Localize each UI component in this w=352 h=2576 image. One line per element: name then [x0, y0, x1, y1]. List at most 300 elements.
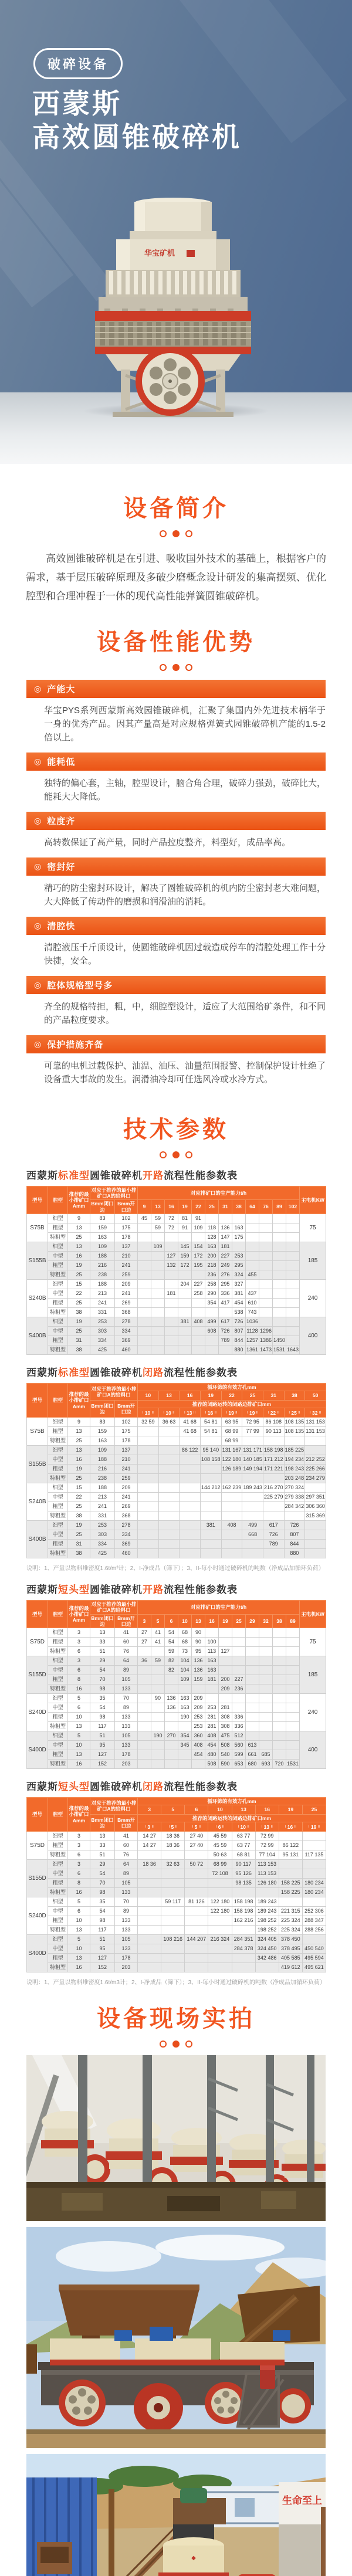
min-discharge-cell: 15: [68, 1483, 90, 1493]
capacity-cell: 789: [219, 1336, 232, 1345]
capacity-cell: [246, 1684, 259, 1693]
cavity-cell: 中型: [48, 1869, 68, 1879]
capacity-cell: [259, 1665, 273, 1675]
capacity-cell: 113 153: [255, 1869, 279, 1879]
capacity-cell: [180, 1540, 201, 1549]
advantage-bar: [26, 1035, 326, 1053]
capacity-cell: 1361: [246, 1345, 259, 1354]
capacity-cell: 408: [192, 1317, 205, 1326]
capacity-cell: [180, 1455, 201, 1465]
spec-row: [27, 1502, 326, 1511]
spec-row: [27, 1656, 326, 1665]
capacity-cell: 381: [232, 1289, 246, 1298]
feed-open-cell: 269: [115, 1298, 138, 1307]
capacity-cell: [273, 1675, 286, 1684]
feed-open-cell: 203: [115, 1759, 138, 1768]
cavity-cell: 粗型: [48, 1675, 68, 1684]
capacity-cell: [259, 1279, 273, 1289]
cavity-cell: 细型: [48, 1935, 68, 1944]
motor-kw-cell: 75: [300, 1214, 326, 1242]
title-text: 流程性能参数表: [164, 1367, 238, 1378]
capacity-cell: 308: [219, 1721, 232, 1731]
header-gap-size: $^I$ 5 $^{II}$: [161, 1822, 185, 1832]
cavity-cell: 特粗型: [48, 1307, 68, 1317]
capacity-cell: 218: [205, 1260, 219, 1270]
capacity-cell: [205, 1345, 219, 1354]
capacity-cell: 216 270: [263, 1483, 284, 1493]
capacity-cell: 81: [178, 1214, 192, 1223]
min-discharge-cell: 3: [68, 1637, 90, 1646]
capacity-cell: [208, 1963, 232, 1972]
min-discharge-cell: 5: [68, 1693, 90, 1703]
min-discharge-cell: 8: [68, 1675, 90, 1684]
advantage-body: 精巧的防尘密封环设计，解决了圆锥破碎机的机内防尘密封老大难问题，大大降低了传动件的磨损和润滑油的消耗。: [44, 883, 326, 907]
header-sieve-size: 19: [279, 1805, 302, 1815]
capacity-cell: 726: [232, 1317, 246, 1326]
capacity-cell: [273, 1298, 286, 1307]
capacity-cell: 198 252: [255, 1926, 279, 1935]
capacity-cell: 253: [232, 1251, 246, 1260]
capacity-cell: [273, 1703, 286, 1712]
header-model: 型号: [27, 1797, 48, 1831]
capacity-cell: 27: [138, 1637, 151, 1646]
spec-row: [27, 1418, 326, 1427]
cavity-cell: 特粗型: [48, 1926, 68, 1935]
capacity-cell: 63 95: [221, 1418, 242, 1427]
feed-closed-cell: 83: [90, 1214, 115, 1223]
capacity-cell: 599: [232, 1750, 246, 1759]
motor-kw-cell: 400: [300, 1731, 326, 1768]
capacity-cell: 378 450: [279, 1935, 302, 1944]
feed-closed-cell: 54: [90, 1907, 115, 1916]
feed-open-cell: 133: [115, 1944, 138, 1954]
capacity-cell: [138, 1317, 151, 1326]
capacity-cell: [151, 1345, 165, 1354]
feed-open-cell: 203: [115, 1963, 138, 1972]
capacity-cell: 281: [205, 1721, 219, 1731]
capacity-cell: [302, 1935, 326, 1944]
header-sieve-size: 50: [305, 1391, 326, 1400]
capacity-cell: [246, 1703, 259, 1712]
dots-decoration: [0, 2039, 352, 2047]
feed-open-cell: 89: [115, 1703, 138, 1712]
capacity-cell: [138, 1549, 159, 1558]
cavity-cell: 粗型: [48, 1223, 68, 1232]
capacity-cell: [255, 1963, 279, 1972]
capacity-cell: 590: [219, 1759, 232, 1768]
cavity-cell: 细型: [48, 1628, 68, 1637]
header-discharge-size: 89: [286, 1614, 300, 1628]
capacity-cell: 108 216: [161, 1935, 185, 1944]
capacity-cell: 288 256: [302, 1926, 326, 1935]
capacity-cell: [165, 1298, 178, 1307]
capacity-cell: 181: [205, 1675, 219, 1684]
capacity-cell: 270: [165, 1731, 178, 1740]
capacity-cell: [165, 1326, 178, 1336]
capacity-cell: 450 540: [302, 1944, 326, 1954]
capacity-cell: 405 585: [279, 1954, 302, 1963]
header-sieve-group: 循环筛的有效方孔mm: [138, 1383, 326, 1391]
header-sieve-size: 16: [255, 1805, 279, 1815]
capacity-cell: [138, 1703, 151, 1712]
capacity-cell: [273, 1289, 286, 1298]
capacity-cell: [273, 1646, 286, 1656]
capacity-cell: [138, 1270, 151, 1279]
capacity-cell: [192, 1298, 205, 1307]
capacity-cell: [151, 1703, 165, 1712]
capacity-cell: 225 324: [279, 1926, 302, 1935]
spec-row: [27, 1637, 326, 1646]
capacity-cell: [185, 1869, 208, 1879]
feed-closed-cell: 51: [90, 1646, 115, 1656]
capacity-cell: 253: [192, 1712, 205, 1721]
title-text: 流程性能参数表: [164, 1170, 238, 1181]
capacity-cell: [138, 1455, 159, 1465]
capacity-cell: [305, 1446, 326, 1455]
feed-open-cell: 60: [115, 1637, 138, 1646]
capacity-cell: [185, 1944, 208, 1954]
capacity-cell: [273, 1740, 286, 1750]
feed-open-cell: 259: [115, 1474, 138, 1483]
spec-row: [27, 1954, 326, 1963]
feed-closed-cell: 216: [90, 1465, 115, 1474]
capacity-cell: [273, 1260, 286, 1270]
capacity-cell: 495 621: [302, 1963, 326, 1972]
capacity-cell: 726: [263, 1530, 284, 1540]
cavity-cell: 特粗型: [48, 1759, 68, 1768]
capacity-cell: [138, 1721, 151, 1731]
spec-row: [27, 1916, 326, 1926]
spec-row: [27, 1750, 326, 1759]
header-gap-size: $^I$ 3 $^{II}$: [138, 1822, 161, 1832]
capacity-cell: 1531: [286, 1759, 300, 1768]
capacity-cell: [151, 1740, 165, 1750]
title-text: 圆锥破碎机: [90, 1170, 143, 1181]
feed-open-cell: 209: [115, 1483, 138, 1493]
capacity-cell: [273, 1731, 286, 1740]
capacity-cell: 680: [246, 1759, 259, 1768]
spec-row: [27, 1214, 326, 1223]
title-highlight: 标准型: [58, 1367, 90, 1378]
capacity-cell: [305, 1540, 326, 1549]
feed-open-cell: 369: [115, 1540, 138, 1549]
capacity-cell: [242, 1474, 263, 1483]
feed-open-cell: 175: [115, 1427, 138, 1436]
feed-open-cell: 368: [115, 1307, 138, 1317]
svg-text:◆: ◆: [191, 2555, 196, 2562]
site-photo-1: [26, 2055, 326, 2221]
capacity-cell: [286, 1656, 300, 1665]
capacity-cell: [185, 1916, 208, 1926]
capacity-cell: [138, 1232, 151, 1242]
capacity-cell: [178, 1270, 192, 1279]
capacity-cell: [286, 1712, 300, 1721]
capacity-cell: 136: [192, 1656, 205, 1665]
feed-open-cell: 76: [115, 1646, 138, 1656]
min-discharge-cell: 16: [68, 1684, 90, 1693]
cavity-cell: 特粗型: [48, 1721, 68, 1731]
capacity-cell: [232, 1214, 246, 1223]
cavity-cell: 粗型: [48, 1954, 68, 1963]
header-discharge-size: 64: [246, 1200, 259, 1214]
motor-kw-cell: 185: [300, 1656, 326, 1693]
header-discharge-size: 38: [273, 1614, 286, 1628]
feed-closed-cell: 95: [90, 1944, 115, 1954]
capacity-cell: 113 153: [255, 1860, 279, 1869]
capacity-cell: [302, 1860, 326, 1869]
capacity-cell: 95 140: [200, 1446, 221, 1455]
capacity-cell: [208, 1888, 232, 1897]
capacity-cell: [263, 1436, 284, 1446]
capacity-cell: [151, 1279, 165, 1289]
capacity-cell: [200, 1465, 221, 1474]
header-discharge-size: 16: [165, 1200, 178, 1214]
header-sieve-size: 16: [180, 1391, 201, 1400]
header-cavity: 腔型: [48, 1797, 68, 1831]
dot-icon: [185, 530, 192, 537]
spec-row: [27, 1251, 326, 1260]
header-discharge-size: 32: [259, 1614, 273, 1628]
cavity-cell: 粗型: [48, 1841, 68, 1850]
capacity-cell: [161, 1850, 185, 1860]
capacity-cell: 284 351: [232, 1935, 255, 1944]
feed-closed-cell: 188: [90, 1483, 115, 1493]
advantage-list: [0, 680, 352, 1086]
capacity-cell: [279, 1832, 302, 1841]
advantage-bar: [26, 812, 326, 830]
spec-row: [27, 1963, 326, 1972]
capacity-cell: 59: [151, 1223, 165, 1232]
capacity-cell: 27 40: [185, 1841, 208, 1850]
capacity-cell: 163: [205, 1242, 219, 1251]
capacity-cell: [273, 1693, 286, 1703]
capacity-cell: 18 36: [161, 1841, 185, 1850]
cavity-cell: 细型: [48, 1860, 68, 1869]
header-sieve-size: 10: [138, 1391, 159, 1400]
capacity-cell: [158, 1540, 180, 1549]
capacity-cell: [138, 1326, 151, 1336]
capacity-cell: 234 279: [305, 1474, 326, 1483]
capacity-cell: [138, 1712, 151, 1721]
feed-closed-cell: 35: [90, 1897, 115, 1907]
min-discharge-cell: 13: [68, 1242, 90, 1251]
feed-open-cell: 89: [115, 1907, 138, 1916]
capacity-cell: 50 72: [185, 1860, 208, 1869]
header-sieve-size: 38: [284, 1391, 305, 1400]
header-b-open: Bmm开口边: [115, 1200, 138, 1214]
bullseye-icon: ◎: [34, 684, 42, 693]
capacity-cell: [205, 1336, 219, 1345]
advantage-item: [26, 917, 326, 968]
capacity-cell: 258: [192, 1289, 205, 1298]
title-text: 西蒙斯: [26, 1170, 58, 1181]
advantage-item: [26, 1035, 326, 1086]
spec-row: [27, 1317, 326, 1326]
capacity-cell: [185, 1954, 208, 1963]
capacity-cell: 77 104: [255, 1850, 279, 1860]
capacity-cell: [138, 1530, 159, 1540]
capacity-cell: [165, 1721, 178, 1731]
advantage-title: 保护措施齐备: [47, 1040, 104, 1050]
feed-closed-cell: 163: [90, 1436, 115, 1446]
capacity-cell: 90: [151, 1693, 165, 1703]
capacity-cell: 59: [151, 1214, 165, 1223]
capacity-cell: [273, 1242, 286, 1251]
section-tech-params: [0, 1094, 352, 1986]
min-discharge-cell: 19: [68, 1317, 90, 1326]
header-b-closed: Bmm闭口边: [91, 1615, 114, 1627]
spec-row: [27, 1759, 326, 1768]
header-sieve-size: 25: [302, 1805, 326, 1815]
cavity-cell: 中型: [48, 1703, 68, 1712]
feed-open-cell: 269: [115, 1502, 138, 1511]
capacity-cell: [232, 1637, 246, 1646]
machine-logo: 华宝矿机: [144, 249, 175, 257]
capacity-cell: 610: [246, 1298, 259, 1307]
capacity-cell: [286, 1628, 300, 1637]
capacity-cell: 499: [242, 1521, 263, 1530]
cavity-cell: 特粗型: [48, 1436, 68, 1446]
capacity-cell: [208, 1879, 232, 1888]
cavity-cell: 粗型: [48, 1712, 68, 1721]
capacity-cell: 475: [219, 1731, 232, 1740]
cavity-cell: 粗型: [48, 1260, 68, 1270]
capacity-cell: [138, 1731, 151, 1740]
cavity-cell: 细型: [48, 1483, 68, 1493]
spec-row: [27, 1260, 326, 1270]
capacity-cell: [158, 1427, 180, 1436]
spec-row: [27, 1493, 326, 1502]
capacity-cell: 495 594: [302, 1954, 326, 1963]
capacity-cell: [259, 1637, 273, 1646]
capacity-cell: [286, 1693, 300, 1703]
header-gap-size: $^I$ 13 $^{II}$: [180, 1408, 201, 1418]
capacity-cell: 68 81: [232, 1850, 255, 1860]
min-discharge-cell: 10: [68, 1740, 90, 1750]
capacity-cell: [286, 1684, 300, 1693]
spec-row: [27, 1721, 326, 1731]
capacity-cell: [180, 1465, 201, 1474]
advantage-bar: [26, 680, 326, 698]
feed-closed-cell: 425: [90, 1345, 115, 1354]
feed-open-cell: 334: [115, 1530, 138, 1540]
spec-row: [27, 1465, 326, 1474]
advantage-body: 高转数保证了高产量，同时产品拉度整齐，料型好，成品率高。: [44, 838, 291, 848]
capacity-cell: [259, 1684, 273, 1693]
feed-open-cell: 105: [115, 1731, 138, 1740]
capacity-cell: [302, 1832, 326, 1841]
capacity-cell: 131 153: [305, 1427, 326, 1436]
header-b-closed: Bmm闭口边: [90, 1400, 115, 1417]
capacity-cell: 844: [232, 1336, 246, 1345]
cavity-cell: 中型: [48, 1530, 68, 1540]
capacity-cell: 194 234: [284, 1455, 305, 1465]
capacity-cell: [273, 1656, 286, 1665]
capacity-cell: [273, 1307, 286, 1317]
capacity-cell: [200, 1530, 221, 1540]
product-image-cone-crusher: [72, 194, 277, 418]
capacity-cell: [151, 1270, 165, 1279]
capacity-cell: 281: [205, 1712, 219, 1721]
header-cavity: 腔型: [48, 1187, 68, 1214]
capacity-cell: [180, 1493, 201, 1502]
min-discharge-cell: 15: [68, 1279, 90, 1289]
capacity-cell: [259, 1242, 273, 1251]
capacity-cell: [205, 1628, 219, 1637]
capacity-cell: 661: [246, 1750, 259, 1759]
capacity-cell: [259, 1740, 273, 1750]
header-sieve-size: 6: [185, 1805, 208, 1815]
min-discharge-cell: 25: [68, 1298, 90, 1307]
safety-sign-text: 生命至上: [282, 2495, 322, 2507]
capacity-cell: [273, 1665, 286, 1675]
feed-closed-cell: 51: [90, 1935, 115, 1944]
capacity-cell: [161, 1869, 185, 1879]
min-discharge-cell: 19: [68, 1521, 90, 1530]
spec-row: [27, 1307, 326, 1317]
advantage-title: 能耗低: [47, 757, 76, 767]
advantage-body: 华宝PYS系列西蒙斯高效园锥破碎机，汇聚了集国内外先进技术柄华于一身的优秀产品。因其产量高是对应规格弹簧式园锥破碎机产能的1.5-2倍以上。: [44, 706, 326, 743]
spec-row: [27, 1298, 326, 1307]
capacity-cell: 324 405: [255, 1935, 279, 1944]
capacity-cell: 221 315: [279, 1907, 302, 1916]
title-text: 西蒙斯: [26, 1584, 58, 1596]
feed-open-cell: 210: [115, 1251, 138, 1260]
capacity-cell: 743: [246, 1307, 259, 1317]
model-cell: S240D: [27, 1693, 48, 1731]
spec-row: [27, 1455, 326, 1465]
capacity-cell: 158 198: [232, 1897, 255, 1907]
capacity-cell: [246, 1665, 259, 1675]
capacity-cell: 109: [178, 1675, 192, 1684]
min-discharge-cell: 16: [68, 1251, 90, 1260]
capacity-cell: [161, 1907, 185, 1916]
feed-open-cell: 241: [115, 1289, 138, 1298]
page-title: [32, 87, 242, 154]
header-b-closed: Bmm闭口边: [90, 1815, 115, 1832]
capacity-cell: [151, 1307, 165, 1317]
spec-row: [27, 1242, 326, 1251]
min-discharge-cell: 25: [68, 1474, 90, 1483]
model-cell: S75D: [27, 1832, 48, 1860]
capacity-cell: 128: [205, 1232, 219, 1242]
feed-closed-cell: 152: [90, 1963, 115, 1972]
feed-closed-cell: 159: [90, 1427, 115, 1436]
capacity-cell: 455: [246, 1270, 259, 1279]
capacity-cell: 95 131: [279, 1850, 302, 1860]
spec-row: [27, 1345, 326, 1354]
capacity-cell: 14 27: [138, 1832, 161, 1841]
capacity-cell: 32 59: [138, 1418, 159, 1427]
feed-closed-cell: 334: [90, 1336, 115, 1345]
advantage-title: 粒度齐: [47, 816, 76, 826]
capacity-cell: [219, 1665, 232, 1675]
capacity-cell: 59: [165, 1646, 178, 1656]
capacity-cell: [180, 1502, 201, 1511]
min-discharge-cell: 25: [68, 1232, 90, 1242]
capacity-cell: 149 194: [242, 1465, 263, 1474]
header-discharge-size: 25: [232, 1614, 246, 1628]
min-discharge-cell: 10: [68, 1712, 90, 1721]
header-b-closed: Bmm闭口边: [91, 1201, 114, 1213]
feed-open-cell: 460: [115, 1345, 138, 1354]
min-discharge-cell: 10: [68, 1944, 90, 1954]
cavity-cell: 粗型: [48, 1879, 68, 1888]
header-sieve-group: 循环筛的有效方孔mm: [138, 1797, 326, 1805]
advantage-title: 产能大: [47, 684, 76, 694]
header-discharge-size: 25: [205, 1200, 219, 1214]
min-discharge-cell: 13: [68, 1721, 90, 1731]
